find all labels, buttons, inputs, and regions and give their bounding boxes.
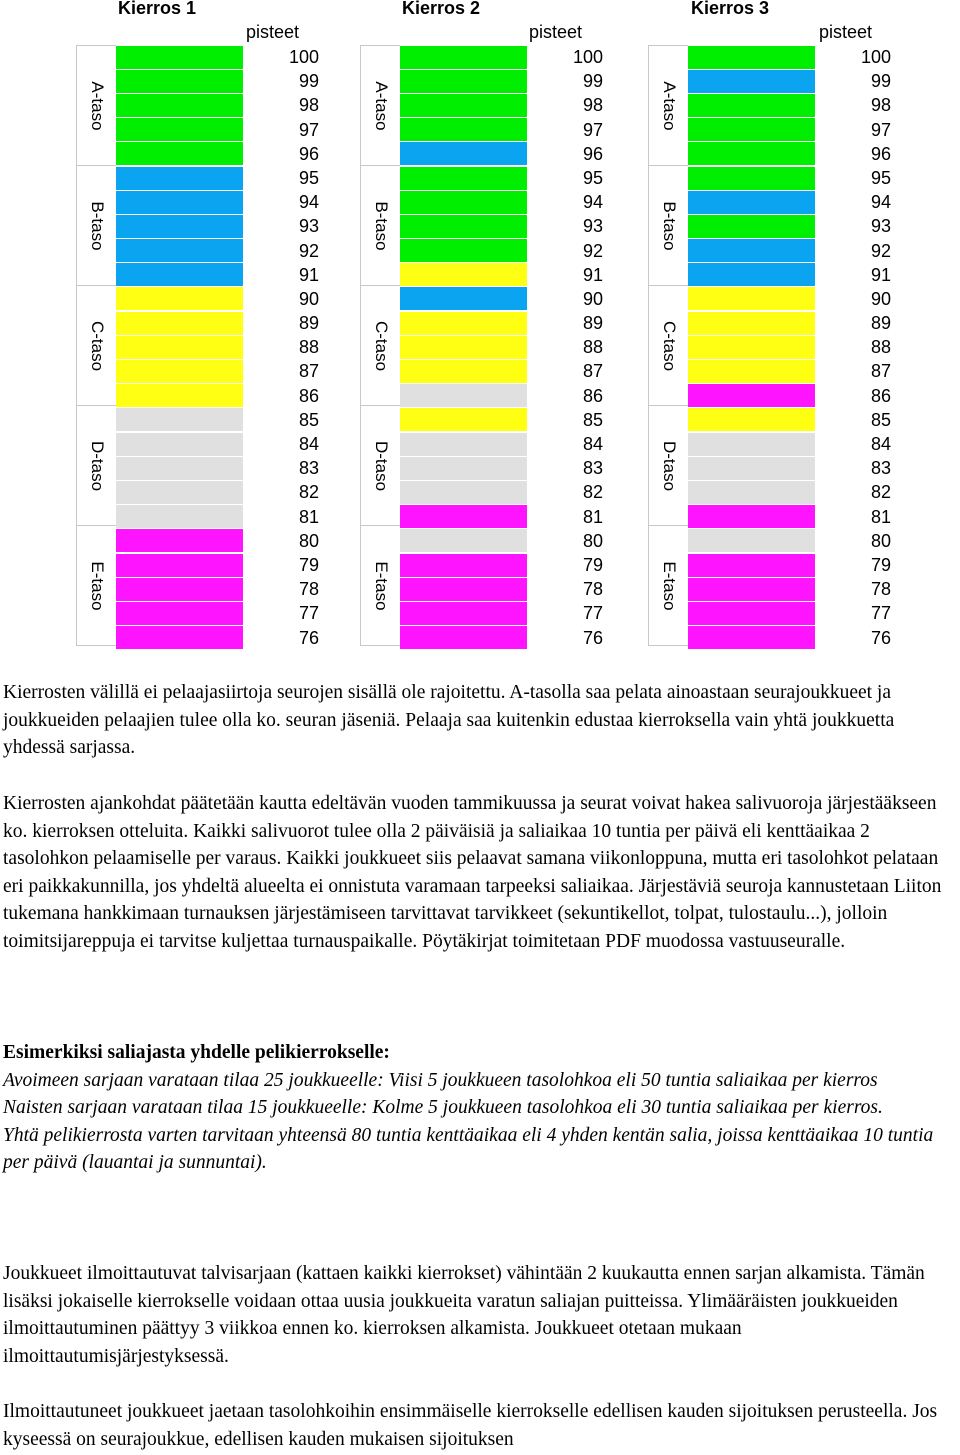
round-3-rows [688,45,895,650]
score-row [116,384,323,408]
level-cell [648,45,688,165]
level-color-cell [688,481,815,504]
level-color-cell [400,529,527,552]
level-cell [76,285,116,405]
score-row [688,432,895,456]
paragraph-text: Joukkueet ilmoittautuvat talvisarjaan (kattaen kaikki kierrokset) vähintään 2 kuukautta ennen sarjan alkamista. Tämän lisäksi jokaiselle kierrokselle voidaan ottaa uusia joukkueita varatun saliajan puitteissa. Ylimääräisten joukkueiden ilmoittautuminen päättyy 3 viikkoa ennen ko. kierroksen alkamista. Joukkueet otetaan mukaan ilmoittautumisjärjestyksessä. [3,1263,925,1367]
score-row [116,190,323,214]
level-color-cell [400,481,527,504]
score-row [688,263,895,287]
points-value: 93 [582,216,603,237]
points-value: 99 [870,71,891,92]
round-2-points-label: pisteet [529,22,583,42]
level-color-cell [400,312,527,335]
level-color-cell [400,505,527,528]
points-value: 85 [298,409,319,430]
level-color-cell [116,408,243,431]
level-color-cell [400,626,527,649]
points-value: 95 [582,167,603,188]
points-value: 98 [582,95,603,116]
score-row [688,384,895,408]
level-color-cell [688,94,815,117]
level-color-cell [116,287,243,310]
round-3-points-label: pisteet [819,22,873,42]
points-value: 97 [870,119,891,140]
score-row [688,480,895,504]
score-row [400,505,607,529]
level-cell [76,405,116,525]
points-value: 84 [870,434,891,454]
points-value: 99 [582,71,603,92]
points-value: 76 [582,627,603,648]
level-color-cell [688,167,815,190]
level-color-cell [116,312,243,335]
level-color-cell [116,433,243,456]
level-color-cell [116,360,243,383]
points-value: 90 [870,288,891,309]
points-value: 99 [298,71,319,92]
score-row [400,456,607,480]
score-row [116,69,323,93]
points-value: 100 [572,47,603,67]
level-color-cell [400,239,527,262]
score-row [400,190,607,214]
level-color-cell [400,191,527,214]
level-color-cell [400,457,527,480]
level-cell [648,285,688,405]
score-row [400,69,607,93]
level-label: C-taso [87,320,107,371]
score-row [688,505,895,529]
score-row [116,166,323,190]
level-color-cell [116,46,243,69]
level-color-cell [116,384,243,407]
round-3-levels [648,45,688,646]
score-row [400,432,607,456]
points-value: 85 [582,409,603,430]
level-cell [648,525,688,646]
score-row [688,287,895,311]
round-1-points-label: pisteet [246,22,300,42]
score-row [400,529,607,553]
points-value: 80 [582,530,603,551]
level-color-cell [688,46,815,69]
score-row [116,214,323,238]
level-label: B-taso [371,200,391,251]
paragraph-text: Ilmoittautuneet joukkueet jaetaan tasolohkoihin ensimmäiselle kierrokselle edellisen kauden sijoituksen perusteella. Jos kyseessä on seurajoukkue, edellisen kauden mukaisen sijoituksen [3,1401,938,1450]
score-row [400,359,607,383]
level-label: C-taso [371,320,391,371]
score-row [116,239,323,263]
level-color-cell [116,529,243,552]
level-color-cell [688,578,815,601]
level-color-cell [688,554,815,577]
level-color-cell [688,215,815,238]
round-2-rows [400,45,607,650]
paragraph-registration [3,1260,958,1370]
points-value: 82 [870,482,891,503]
score-row [116,480,323,504]
score-row [116,118,323,142]
level-cell [76,45,116,165]
level-label: D-taso [371,440,391,491]
level-color-cell [116,118,243,141]
level-color-cell [400,602,527,625]
round-1-levels [76,45,116,646]
level-color-cell [116,191,243,214]
round-2-levels [360,45,400,646]
points-value: 79 [582,554,603,575]
points-value: 84 [298,434,319,454]
score-row [116,93,323,117]
points-value: 77 [298,603,319,624]
points-value: 91 [870,264,891,285]
score-row [116,335,323,359]
level-color-cell [116,94,243,117]
points-value: 83 [870,458,891,479]
points-value: 89 [298,313,319,334]
level-color-cell [688,384,815,407]
points-value: 88 [582,337,603,358]
points-value: 92 [870,240,891,261]
level-color-cell [688,602,815,625]
score-row [400,384,607,408]
score-row [688,626,895,650]
points-value: 87 [298,361,319,382]
level-label: E-taso [659,560,679,611]
points-value: 97 [582,119,603,140]
score-row [116,408,323,432]
points-value: 91 [582,264,603,285]
example-line: Naisten sarjaan varataan tilaa 15 joukkueelle: Kolme 5 joukkueen tasolohkoa eli 30 tuntia saliaikaa per kierros. [3,1097,883,1118]
score-row [400,626,607,650]
points-value: 95 [298,167,319,188]
points-value: 81 [298,506,319,527]
level-cell [648,165,688,285]
level-color-cell [400,336,527,359]
level-cell [648,405,688,525]
points-value: 76 [298,627,319,648]
points-value: 96 [870,143,891,164]
example-line: Avoimeen sarjaan varataan tilaa 25 joukkueelle: Viisi 5 joukkueen tasolohkoa eli 50 tuntia saliaikaa per kierros [3,1069,878,1091]
paragraph-text: Kierrosten ajankohdat päätetään kautta edeltävän vuoden tammikuussa ja seurat voivat hakea salivuoroja järjestääkseen ko. kierroksen otteluita. Kaikki salivuorot tulee olla 2 päiväisiä ja saliaikaa 10 tuntia per päivä eli kenttäaikaa 2 tasolohkon pelaamiselle per varaus. Kaikki joukkueet siis pelaavat samana viikonloppuna, mutta eri tasolohkot pelataan eri paikkakunnilla, jos yhdeltä alueelta ei onnistuta varamaan tarpeeksi saliaikaa. Järjestäviä seuroja kannustetaan Liiton tukemana hankkimaan turnauksen järjestämiseen tarvittavat tarvikkeet (sekuntikellot, tolpat, tulostaulu...), jolloin toimitsijareppuja ei tarvitse kuljettaa turnauspaikalle. Pöytäkirjat toimitetaan PDF muodossa vastuuseuralle. [3,793,942,952]
paragraph-text: Kierrosten välillä ei pelaajasiirtoja seurojen sisällä ole rajoitettu. A-tasolla saa pelata ainoastaan seurajoukkueet ja joukkueiden pelaajien tulee olla ko. seuran jäseniä. Pelaaja saa kuitenkin edustaa kierroksella vain yhtä joukkuetta yhdessä sarjassa. [3,682,895,758]
points-value: 98 [298,95,319,116]
score-row [116,601,323,625]
points-value: 86 [870,385,891,406]
points-value: 87 [582,361,603,382]
points-value: 77 [870,603,891,624]
level-cell [360,45,400,165]
score-row [400,166,607,190]
points-value: 98 [870,95,891,116]
level-color-cell [116,239,243,262]
points-value: 90 [298,288,319,309]
points-value: 81 [870,506,891,527]
score-row [688,45,895,69]
level-color-cell [116,626,243,649]
score-row [400,601,607,625]
level-color-cell [688,118,815,141]
points-value: 89 [870,313,891,334]
score-row [116,287,323,311]
level-label: D-taso [87,440,107,491]
score-row [116,626,323,650]
score-row [116,553,323,577]
points-value: 83 [582,458,603,479]
level-cell [360,165,400,285]
level-cell [76,165,116,285]
score-row [688,359,895,383]
points-value: 100 [288,47,319,67]
points-value: 92 [298,240,319,261]
paragraph-schedule [3,790,958,955]
score-row [116,577,323,601]
level-color-cell [116,70,243,93]
score-row [688,214,895,238]
level-color-cell [400,433,527,456]
points-value: 82 [582,482,603,503]
score-row [688,529,895,553]
level-color-cell [688,239,815,262]
points-value: 94 [870,192,891,213]
level-label: B-taso [87,200,107,251]
score-row [400,118,607,142]
level-color-cell [400,408,527,431]
score-row [400,214,607,238]
level-label: B-taso [659,200,679,251]
points-value: 91 [298,264,319,285]
points-value: 79 [298,554,319,575]
score-row [400,142,607,166]
level-color-cell [688,70,815,93]
paragraph-seeding [3,1398,958,1453]
score-row [400,480,607,504]
level-label: A-taso [87,80,107,131]
points-value: 80 [870,530,891,551]
level-color-cell [688,505,815,528]
example-heading: Esimerkiksi saliajasta yhdelle pelikierrokselle: [3,1042,390,1063]
score-row [688,166,895,190]
score-row [688,335,895,359]
level-cell [76,525,116,646]
level-color-cell [400,554,527,577]
level-color-cell [116,481,243,504]
points-value: 81 [582,506,603,527]
points-value: 92 [582,240,603,261]
points-value: 100 [860,47,891,67]
score-row [688,118,895,142]
points-value: 94 [582,192,603,213]
level-label: E-taso [371,560,391,611]
score-row [116,263,323,287]
level-color-cell [400,167,527,190]
level-color-cell [688,408,815,431]
level-cell [360,285,400,405]
level-color-cell [400,384,527,407]
score-row [400,45,607,69]
paragraph-transfers [3,679,958,762]
score-row [400,335,607,359]
points-value: 86 [298,385,319,406]
score-row [116,359,323,383]
score-row [688,190,895,214]
points-value: 87 [870,361,891,382]
level-color-cell [688,433,815,456]
points-value: 88 [298,337,319,358]
points-value: 78 [298,579,319,600]
score-row [400,311,607,335]
score-row [400,263,607,287]
level-color-cell [116,263,243,286]
points-value: 93 [298,216,319,237]
score-row [688,69,895,93]
points-value: 93 [870,216,891,237]
level-color-cell [688,142,815,165]
level-color-cell [400,70,527,93]
round-1-rows [116,45,323,650]
level-color-cell [400,94,527,117]
level-label: A-taso [659,80,679,131]
points-value: 85 [870,409,891,430]
level-label: E-taso [87,560,107,611]
level-color-cell [400,263,527,286]
score-row [116,432,323,456]
points-value: 83 [298,458,319,479]
points-value: 77 [582,603,603,624]
level-color-cell [688,336,815,359]
score-row [688,142,895,166]
points-value: 82 [298,482,319,503]
level-cell [360,525,400,646]
level-color-cell [116,602,243,625]
level-color-cell [688,360,815,383]
level-color-cell [688,457,815,480]
level-color-cell [688,529,815,552]
points-value: 86 [582,385,603,406]
score-row [116,456,323,480]
score-row [400,408,607,432]
points-value: 76 [870,627,891,648]
round-3-title: Kierros 3 [691,0,770,18]
score-row [688,311,895,335]
score-row [688,239,895,263]
score-row [688,408,895,432]
score-row [688,601,895,625]
points-value: 79 [870,554,891,575]
score-row [400,553,607,577]
level-color-cell [116,215,243,238]
level-color-cell [400,578,527,601]
level-label: C-taso [659,320,679,371]
round-1-title: Kierros 1 [118,0,197,18]
points-value: 95 [870,167,891,188]
score-row [688,577,895,601]
points-value: 78 [870,579,891,600]
score-row [688,93,895,117]
score-row [116,142,323,166]
points-value: 94 [298,192,319,213]
score-row [116,505,323,529]
level-color-cell [688,191,815,214]
level-color-cell [400,46,527,69]
points-value: 84 [582,434,603,454]
points-value: 80 [298,530,319,551]
points-value: 96 [582,143,603,164]
level-color-cell [688,263,815,286]
level-cell [360,405,400,525]
level-color-cell [688,312,815,335]
level-color-cell [116,505,243,528]
level-color-cell [116,336,243,359]
points-value: 96 [298,143,319,164]
score-row [400,239,607,263]
points-value: 97 [298,119,319,140]
score-row [400,93,607,117]
points-value: 78 [582,579,603,600]
level-label: D-taso [659,440,679,491]
level-color-cell [688,287,815,310]
level-color-cell [400,287,527,310]
score-row [400,287,607,311]
level-color-cell [400,118,527,141]
level-color-cell [116,554,243,577]
score-row [116,311,323,335]
level-color-cell [116,142,243,165]
score-row [116,45,323,69]
score-row [688,456,895,480]
level-color-cell [688,626,815,649]
points-value: 90 [582,288,603,309]
round-2-title: Kierros 2 [402,0,481,18]
example-line: Yhtä pelikierrosta varten tarvitaan yhteensä 80 tuntia kenttäaikaa eli 4 yhden kentän salia, joissa kenttäaikaa 10 tuntia per päivä (lauantai ja sunnuntai). [3,1124,934,1173]
level-color-cell [116,167,243,190]
level-color-cell [400,360,527,383]
level-color-cell [400,142,527,165]
level-color-cell [116,457,243,480]
points-value: 88 [870,337,891,358]
points-value: 89 [582,313,603,334]
level-color-cell [116,578,243,601]
score-row [400,577,607,601]
level-label: A-taso [371,80,391,131]
example-section [3,1039,958,1177]
score-row [116,529,323,553]
level-color-cell [400,215,527,238]
score-row [688,553,895,577]
